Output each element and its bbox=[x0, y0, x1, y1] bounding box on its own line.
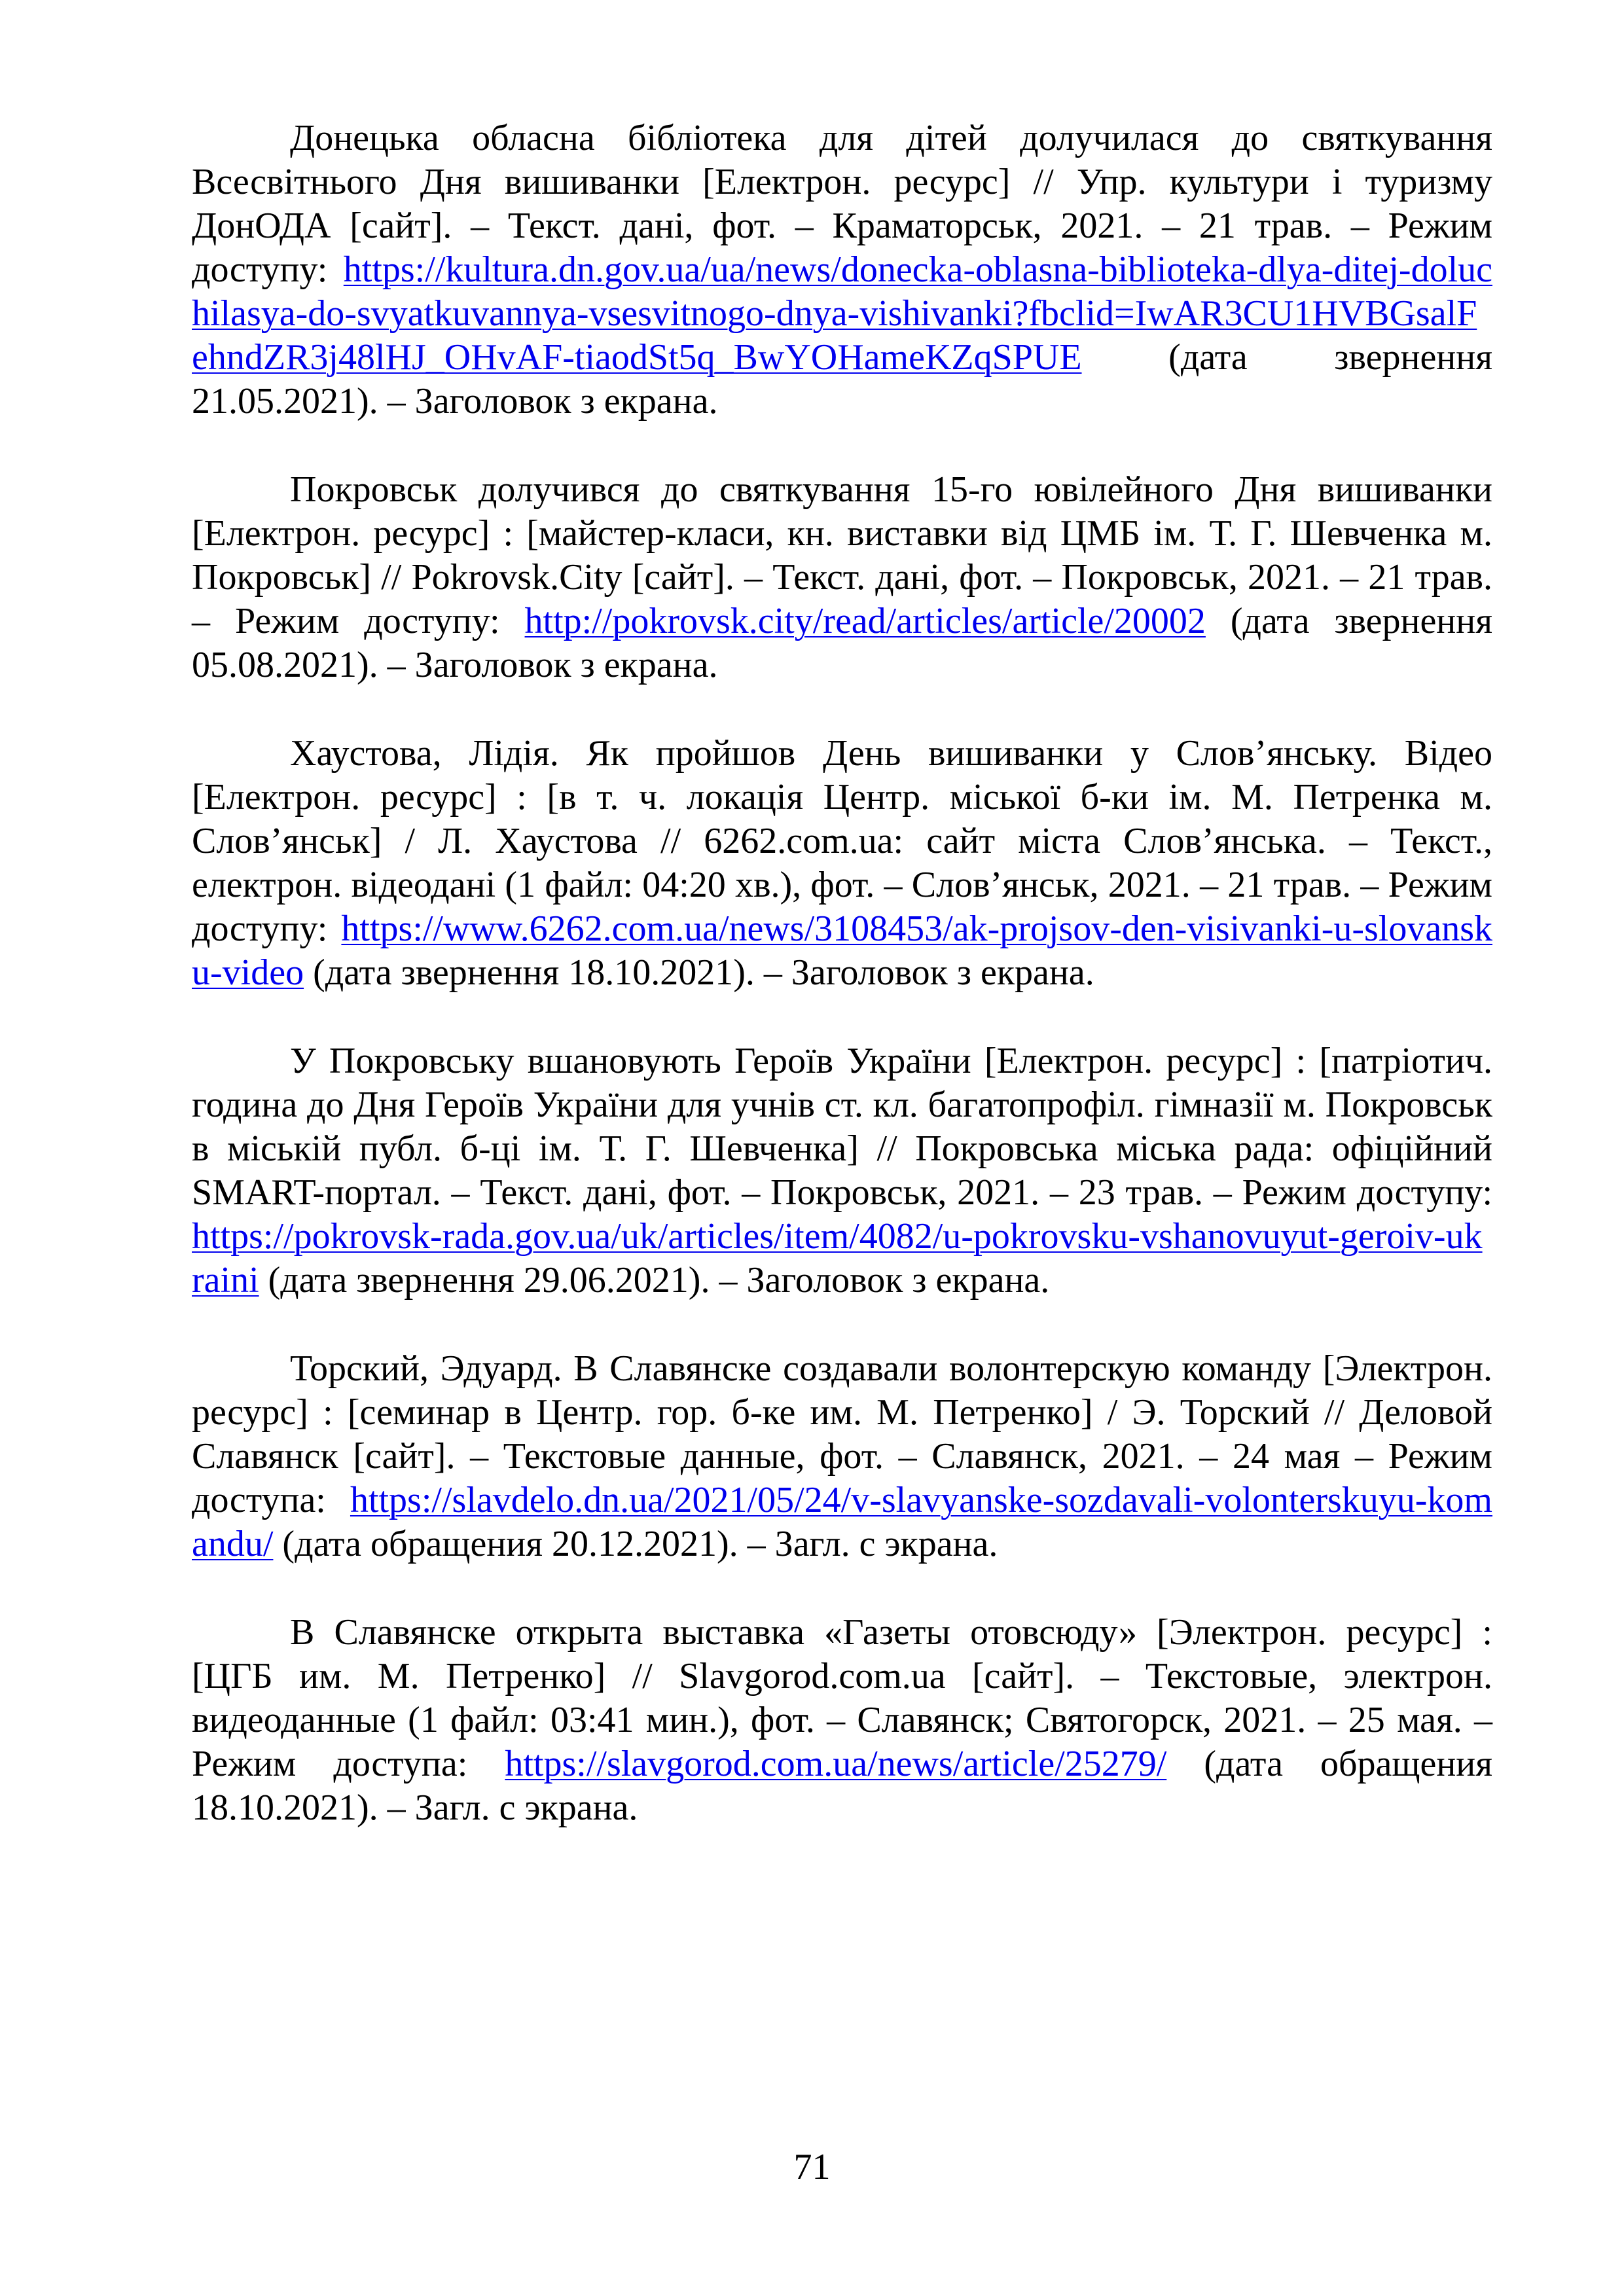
entry-text: (дата звернення 29.06.2021). – Заголовок з екрана. bbox=[259, 1260, 1050, 1300]
page-number: 71 bbox=[793, 2147, 831, 2187]
bibliography-entry bbox=[192, 1347, 1492, 1566]
bibliography-entry bbox=[192, 1611, 1492, 1830]
entry-link[interactable]: https://kultura.dn.gov.ua/ua/news/donecka-oblasna-biblioteka-dlya-ditej-doluchilasya-do-svyatkuvannya-vsesvitnogo-dnya-vishivanki?fbclid=IwAR3CU1HVBGsalFehndZR3j48lHJ_OHvAF-tiaodSt5q_BwYOHameKZqSPUE bbox=[192, 249, 1492, 378]
bibliography-entry bbox=[192, 1039, 1492, 1302]
entry-link[interactable]: https://slavgorod.com.ua/news/article/25279/ bbox=[505, 1744, 1167, 1784]
entry-text: Донецька обласна бібліотека для дітей долучилася до святкування Всесвітнього Дня вишиванки [Електрон. ресурс] // Упр. культури і туризму ДонОДА [сайт]. – Текст. дані, фот. – Краматорськ, 2021. – 21 трав. – Режим доступу: bbox=[192, 118, 1492, 290]
entry-link[interactable]: https://slavdelo.dn.ua/2021/05/24/v-slavyanske-sozdavali-volonterskuyu-komandu/ bbox=[192, 1480, 1492, 1564]
entry-text: (дата звернення 05.08.2021). – Заголовок з екрана. bbox=[192, 601, 1493, 685]
bibliography-entry bbox=[192, 732, 1492, 995]
bibliography-entry bbox=[192, 117, 1492, 423]
entry-text: (дата звернення 18.10.2021). – Заголовок з екрана. bbox=[304, 952, 1094, 993]
entry-text: (дата обращения 20.12.2021). – Загл. с экрана. bbox=[273, 1524, 998, 1564]
entry-text: Покровськ долучився до святкування 15-го ювілейного Дня вишиванки [Електрон. ресурс] : [майстер-класи, кн. виставки від ЦМБ ім. Т. Г. Шевченка м. Покровськ] // Pokrovsk.City [сайт]. – Текст. дані, фот. – Покровськ, 2021. – 21 трав. – Режим доступу: bbox=[192, 469, 1492, 641]
entry-text: В Славянске открыта выставка «Газеты отовсюду» [Электрон. ресурс] : [ЦГБ им. М. Петренко] // Slavgorod.com.ua [сайт]. – Текстовые, электрон. видеоданные (1 файл: 03:41 мин.), фот. – Славянск; Святогорск, 2021. – 25 мая. – Режим доступа: bbox=[192, 1612, 1492, 1784]
entry-text: (дата звернення 21.05.2021). – Заголовок з екрана. bbox=[192, 337, 1492, 422]
entry-text: (дата обращения 18.10.2021). – Загл. с экрана. bbox=[192, 1744, 1493, 1828]
document-body bbox=[192, 117, 1492, 1874]
entry-link[interactable]: http://pokrovsk.city/read/articles/article/20002 bbox=[524, 601, 1206, 641]
entry-link[interactable]: https://pokrovsk-rada.gov.ua/uk/articles/item/4082/u-pokrovsku-vshanovuyut-geroiv-ukraini bbox=[192, 1216, 1483, 1300]
entry-text: Торский, Эдуард. В Славянске создавали волонтерскую команду [Электрон. ресурс] : [семинар в Центр. гор. б-ке им. М. Петренко] / Э. Торский // Деловой Славянск [сайт]. – Текстовые данные, фот. – Славянск, 2021. – 24 мая – Режим доступа: bbox=[192, 1348, 1492, 1520]
entry-text: У Покровську вшановують Героїв України [Електрон. ресурс] : [патріотич. година до Дня Героїв України для учнів ст. кл. багатопрофіл. гімназії м. Покровськ в міській публ. б-ці ім. Т. Г. Шевченка] // Покровська міська рада: офіційний SMART-портал. – Текст. дані, фот. – Покровськ, 2021. – 23 трав. – Режим доступу: bbox=[192, 1041, 1492, 1213]
entry-text: Хаустова, Лідія. Як пройшов День вишиванки у Слов’янську. Відео [Електрон. ресурс] : [в т. ч. локація Центр. міської б-ки ім. М. Петренка м. Слов’янськ] / Л. Хаустова // 6262.com.ua: сайт міста Слов’янська. – Текст., електрон. відеодані (1 файл: 04:20 хв.), фот. – Слов’янськ, 2021. – 21 трав. – Режим доступу: bbox=[192, 733, 1492, 949]
bibliography-entry bbox=[192, 468, 1492, 687]
entry-link[interactable]: https://www.6262.com.ua/news/3108453/ak-projsov-den-visivanki-u-slovansku-video bbox=[192, 908, 1492, 993]
